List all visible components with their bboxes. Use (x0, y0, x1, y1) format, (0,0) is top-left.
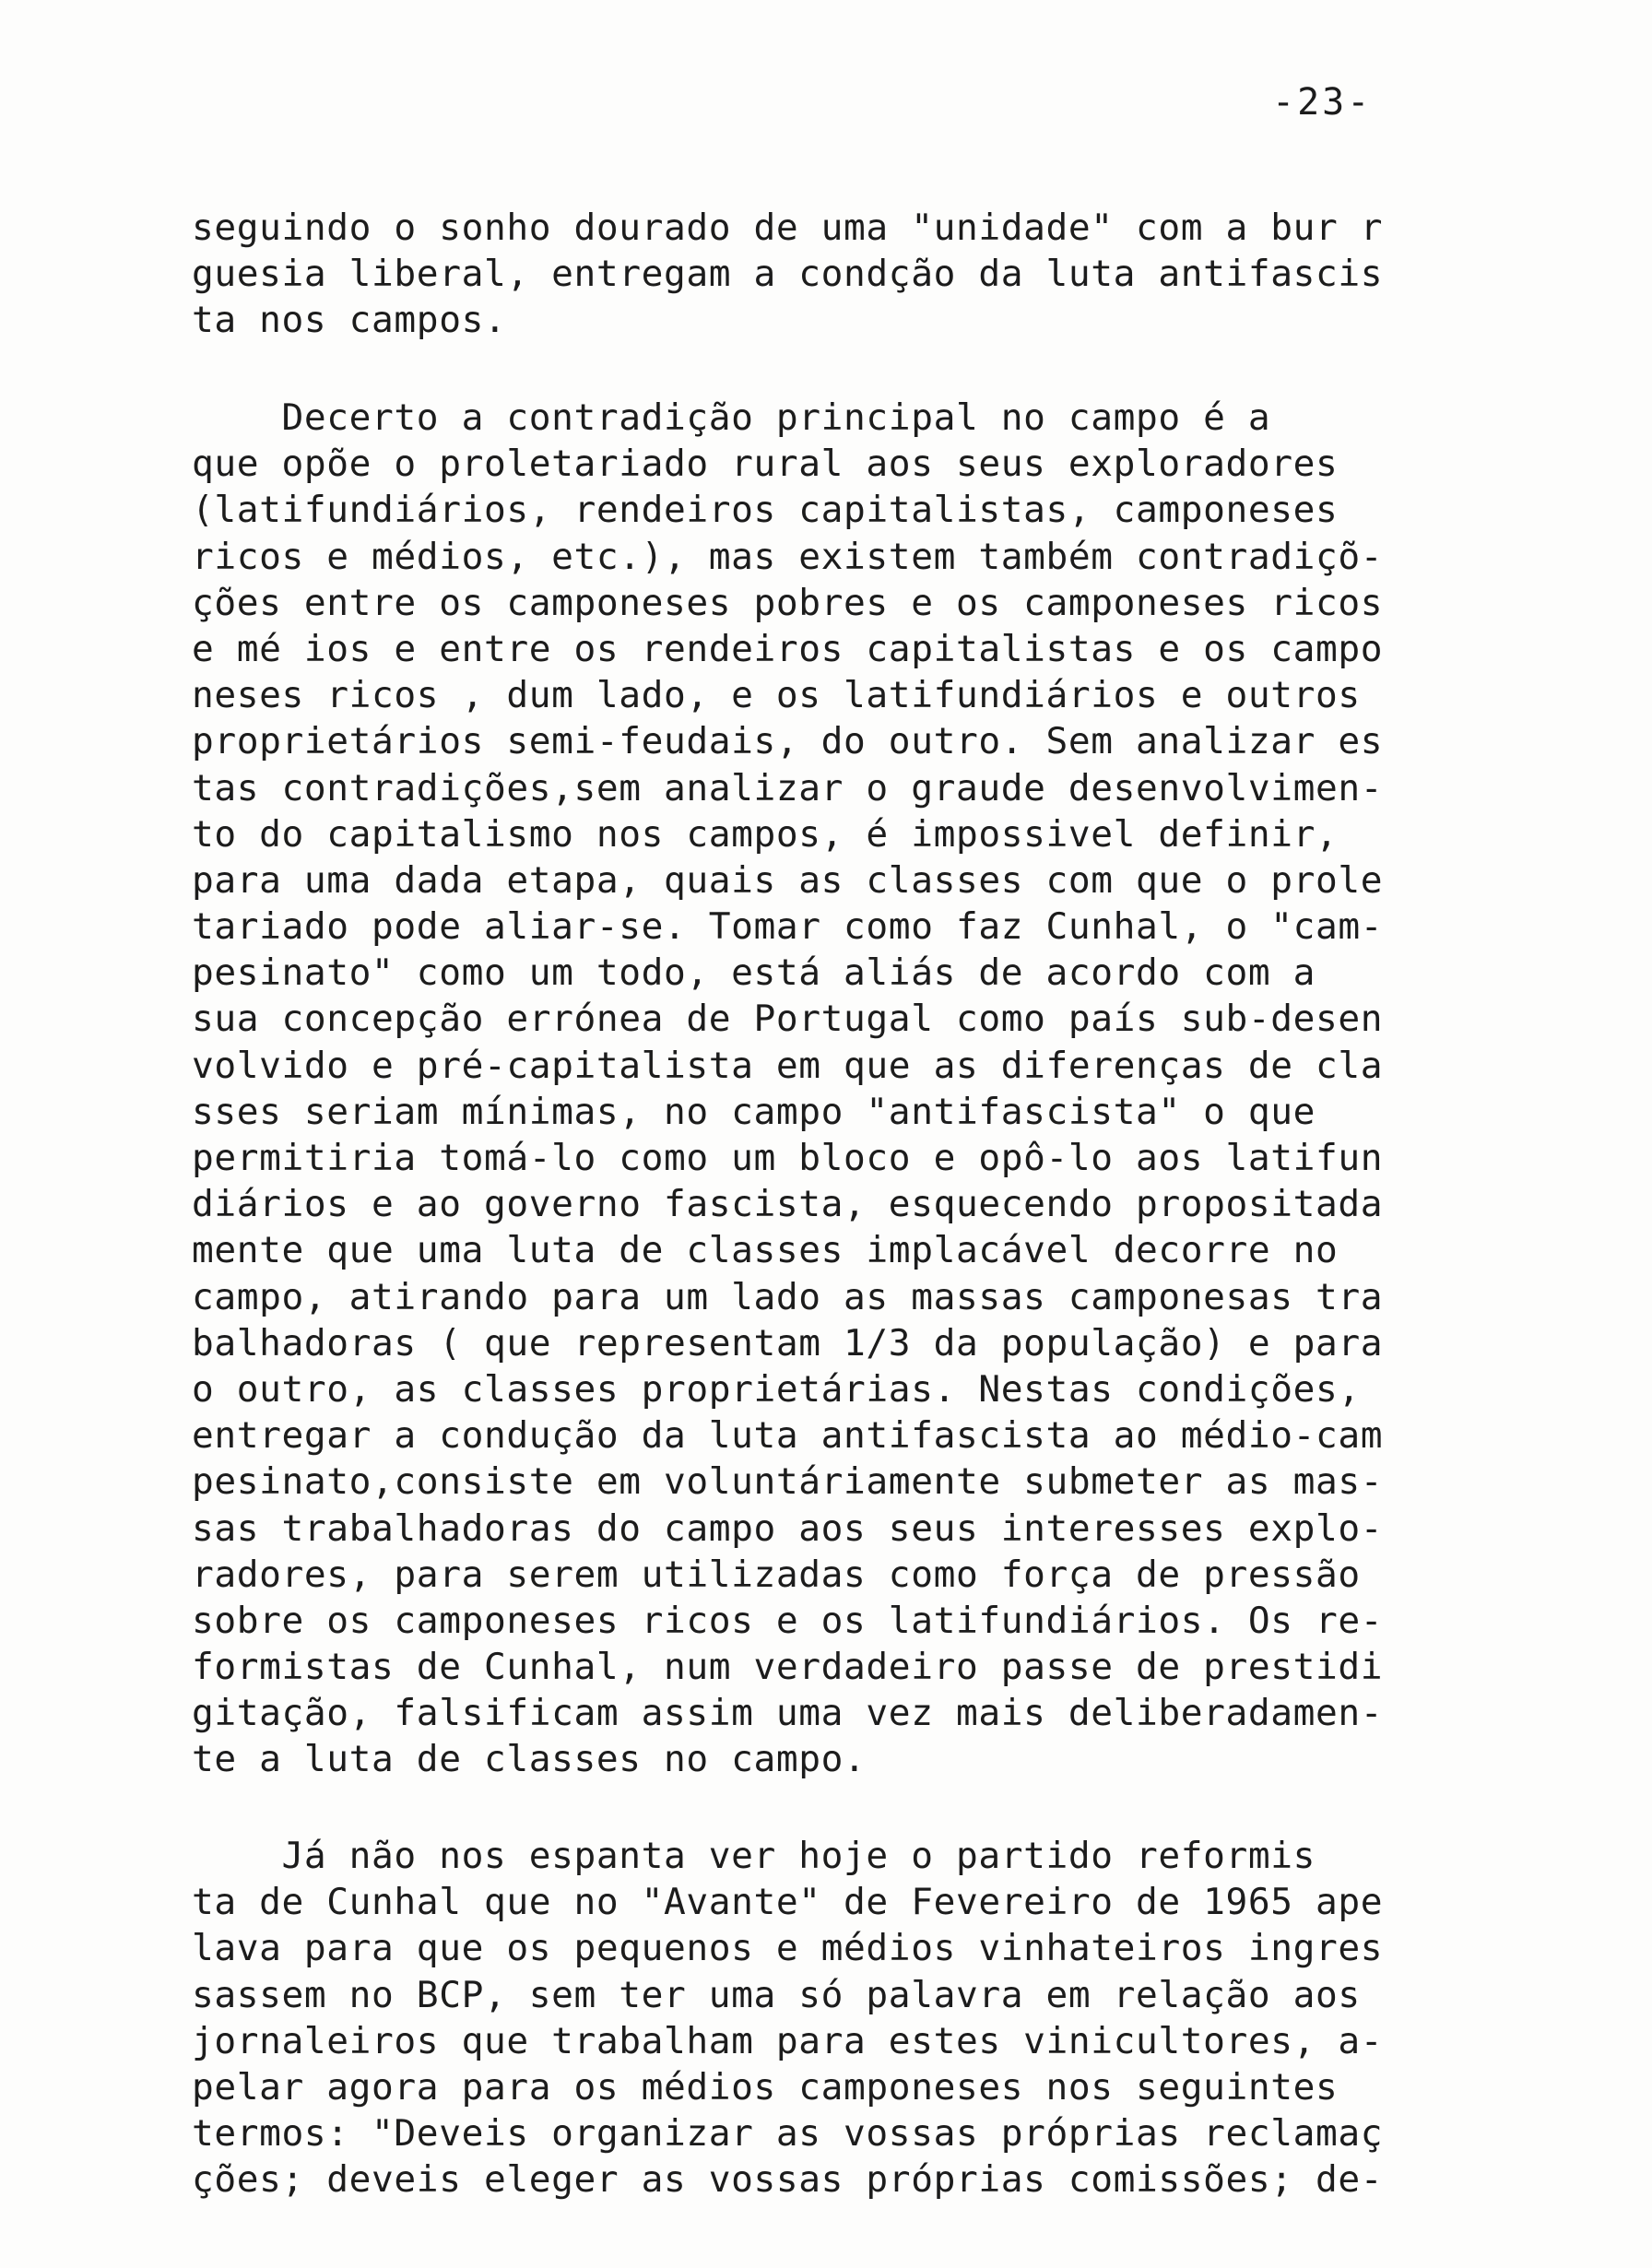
text-line: diários e ao governo fascista, esquecendo propositada (192, 1183, 1384, 1226)
text-line: te a luta de classes no campo. (192, 1738, 867, 1781)
text-line: entregar a condução da luta antifascista ao médio-cam (192, 1414, 1384, 1458)
text-line: formistas de Cunhal, num verdadeiro passe de prestidi (192, 1646, 1384, 1689)
text-line: permitiria tomá-lo como um bloco e opô-lo aos latifun (192, 1137, 1384, 1179)
paragraph-1 (192, 205, 1575, 344)
text-line: sses seriam mínimas, no campo "antifascista" o que (192, 1090, 1316, 1133)
text-line: ta nos campos. (192, 299, 507, 342)
text-line: proprietários semi-feudais, do outro. Sem analizar es (192, 720, 1384, 763)
text-line: seguindo o sonho dourado de uma "unidade" com a bur r (192, 207, 1384, 249)
text-line: jornaleiros que trabalham para estes vinicultores, a- (192, 2019, 1384, 2062)
text-line: tas contradições,sem analizar o graude desenvolvimen- (192, 766, 1384, 809)
text-line: ricos e médios, etc.), mas existem também contradiçõ- (192, 535, 1384, 578)
text-line: para uma dada etapa, quais as classes com que o prole (192, 858, 1384, 902)
text-line: guesia liberal, entregam a condção da luta antifascis (192, 253, 1384, 296)
text-line: gitação, falsificam assim uma vez mais deliberadamen- (192, 1692, 1384, 1735)
text-line: sassem no BCP, sem ter uma só palavra em relação aos (192, 1973, 1361, 2016)
text-line: sobre os camponeses ricos e os latifundiários. Os re- (192, 1599, 1384, 1642)
text-line: lava para que os pequenos e médios vinhateiros ingres (192, 1927, 1384, 1970)
text-line: radores, para serem utilizadas como força de pressão (192, 1553, 1361, 1596)
text-line: (latifundiários, rendeiros capitalistas, camponeses (192, 489, 1339, 532)
text-line: neses ricos , dum lado, e os latifundiários e outros (192, 674, 1361, 717)
text-line: ções entre os camponeses pobres e os camponeses ricos (192, 581, 1384, 624)
text-line: sas trabalhadoras do campo aos seus interesses explo- (192, 1506, 1384, 1550)
text-line: mente que uma luta de classes implacável decorre no (192, 1229, 1339, 1272)
text-line: volvido e pré-capitalista em que as diferenças de cla (192, 1044, 1384, 1087)
text-line: ções; deveis eleger as vossas próprias comissões; de- (192, 2158, 1384, 2202)
text-line: pelar agora para os médios camponeses nos seguintes (192, 2065, 1339, 2109)
text-line: tariado pode aliar-se. Tomar como faz Cunhal, o "cam- (192, 905, 1384, 949)
text-line: sua concepção errónea de Portugal como país sub-desen (192, 998, 1384, 1041)
text-line: ta de Cunhal que no "Avante" de Fevereiro de 1965 ape (192, 1881, 1384, 1924)
text-line: que opõe o proletariado rural aos seus exploradores (192, 443, 1339, 486)
text-line: balhadoras ( que representam 1/3 da população) e para (192, 1321, 1384, 1364)
paragraph-2 (192, 395, 1575, 1783)
text-line: o outro, as classes proprietárias. Nestas condições, (192, 1367, 1361, 1411)
text-line: pesinato,consiste em voluntáriamente submeter as mas- (192, 1460, 1384, 1504)
paragraph-3 (192, 1833, 1575, 2203)
text-line: e mé ios e entre os rendeiros capitalistas e os campo (192, 627, 1384, 670)
text-line: Já não nos espanta ver hoje o partido reformis (192, 1835, 1316, 1877)
text-line: termos: "Deveis organizar as vossas próprias reclamaç (192, 2112, 1384, 2156)
text-line: Decerto a contradição principal no campo é a (192, 396, 1271, 439)
text-line: pesinato" como um todo, está aliás de acordo com a (192, 951, 1316, 995)
text-line: campo, atirando para um lado as massas camponesas tra (192, 1275, 1384, 1318)
page-number: -23- (1272, 81, 1373, 124)
text-line: to do capitalismo nos campos, é impossivel definir, (192, 812, 1339, 856)
